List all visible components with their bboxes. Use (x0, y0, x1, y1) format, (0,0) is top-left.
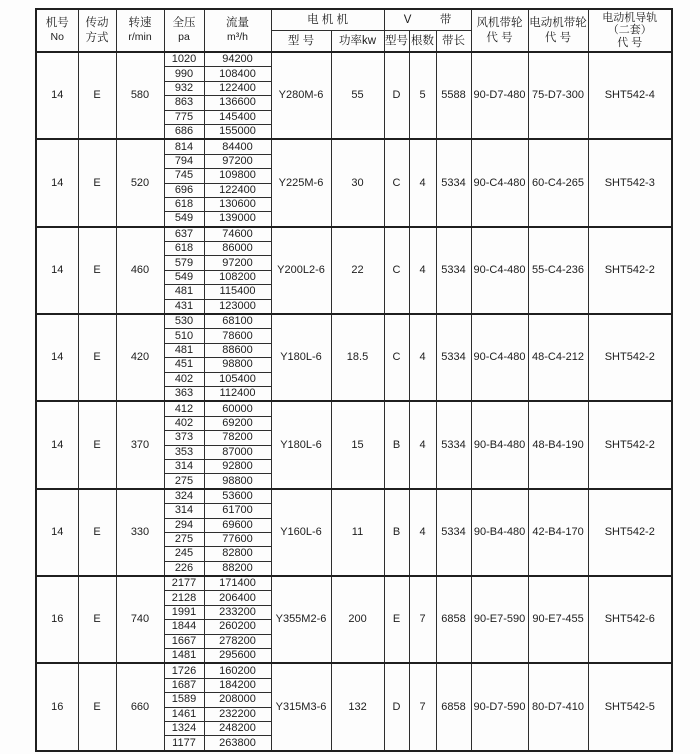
col-header-machine-no-cn: 机号 (45, 17, 69, 30)
cell-flow: 171400 (204, 576, 271, 591)
cell-belt-length: 5334 (436, 401, 471, 488)
cell-fan-pulley: 90-C4-480 (471, 314, 528, 401)
cell-pressure: 1991 (164, 605, 204, 619)
cell-belt-model: E (384, 576, 409, 663)
cell-pressure: 294 (164, 518, 204, 532)
cell-belt-model: C (384, 314, 409, 401)
cell-flow: 232200 (204, 707, 271, 721)
cell-belt-length: 5334 (436, 227, 471, 314)
cell-pressure: 226 (164, 561, 204, 576)
cell-pressure: 549 (164, 212, 204, 227)
col-header-speed-cn: 转速 (128, 17, 152, 30)
cell-flow: 123000 (204, 299, 271, 314)
cell-flow: 278200 (204, 634, 271, 648)
cell-motor-model: Y355M2-6 (271, 576, 331, 663)
cell-drive-mode: E (78, 401, 116, 488)
cell-motor-pulley: 42-B4-170 (528, 489, 588, 576)
cell-motor-model: Y180L-6 (271, 401, 331, 488)
cell-pressure: 353 (164, 445, 204, 459)
col-header-vbelt-length: 带长 (436, 31, 471, 53)
cell-pressure: 451 (164, 358, 204, 372)
cell-pressure: 412 (164, 401, 204, 416)
col-header-motor-rail-line1: 电动机导轨 (602, 11, 658, 24)
col-header-speed-unit: r/min (128, 31, 152, 44)
table-body (36, 52, 672, 751)
cell-flow: 53600 (204, 489, 271, 504)
cell-motor-pulley: 48-C4-212 (528, 314, 588, 401)
cell-flow: 68100 (204, 314, 271, 329)
cell-flow: 98800 (204, 358, 271, 372)
cell-belt-model: B (384, 401, 409, 488)
cell-pressure: 1667 (164, 634, 204, 648)
cell-motor-pulley: 75-D7-300 (528, 52, 588, 139)
cell-speed: 580 (116, 52, 164, 139)
cell-motor-model: Y280M-6 (271, 52, 331, 139)
cell-pressure: 618 (164, 242, 204, 256)
col-header-motor-rail (588, 9, 672, 52)
cell-speed: 740 (116, 576, 164, 663)
cell-flow: 92800 (204, 459, 271, 473)
cell-belt-count: 4 (409, 489, 436, 576)
cell-motor-power: 132 (331, 663, 384, 750)
cell-rail: SHT542-2 (588, 227, 672, 314)
cell-pressure: 431 (164, 299, 204, 314)
cell-pressure: 814 (164, 139, 204, 154)
cell-fan-pulley: 90-B4-480 (471, 489, 528, 576)
cell-flow: 112400 (204, 386, 271, 401)
cell-flow: 136600 (204, 96, 271, 110)
cell-flow: 139000 (204, 212, 271, 227)
col-header-pressure-unit: pa (178, 31, 190, 44)
cell-belt-length: 6858 (436, 663, 471, 750)
col-header-fan-pulley-line2: 代 号 (486, 31, 513, 44)
cell-pressure: 363 (164, 386, 204, 401)
col-header-vbelt-count: 根数 (409, 31, 436, 53)
col-header-vbelt-model: 型号 (384, 31, 409, 53)
cell-flow: 130600 (204, 197, 271, 211)
cell-motor-model: Y160L-6 (271, 489, 331, 576)
cell-belt-length: 5334 (436, 139, 471, 226)
cell-pressure: 324 (164, 489, 204, 504)
cell-pressure: 932 (164, 81, 204, 95)
cell-pressure: 1020 (164, 52, 204, 67)
cell-speed: 460 (116, 227, 164, 314)
cell-fan-pulley: 90-B4-480 (471, 401, 528, 488)
cell-motor-pulley: 55-C4-236 (528, 227, 588, 314)
cell-flow: 86000 (204, 242, 271, 256)
cell-pressure: 794 (164, 154, 204, 168)
cell-pressure: 530 (164, 314, 204, 329)
cell-flow: 109800 (204, 169, 271, 183)
cell-machine-no: 16 (36, 663, 78, 750)
cell-speed: 520 (116, 139, 164, 226)
cell-machine-no: 14 (36, 314, 78, 401)
cell-rail: SHT542-6 (588, 576, 672, 663)
cell-flow: 122400 (204, 81, 271, 95)
table-row (36, 401, 672, 416)
cell-pressure: 402 (164, 416, 204, 430)
cell-motor-power: 30 (331, 139, 384, 226)
cell-pressure: 275 (164, 532, 204, 546)
table-row (36, 227, 672, 242)
cell-rail: SHT542-2 (588, 489, 672, 576)
cell-drive-mode: E (78, 314, 116, 401)
table-row (36, 576, 672, 591)
cell-drive-mode: E (78, 139, 116, 226)
cell-flow: 69200 (204, 416, 271, 430)
cell-flow: 98800 (204, 474, 271, 489)
cell-belt-count: 7 (409, 663, 436, 750)
col-header-flow-unit: m³/h (227, 31, 248, 44)
cell-flow: 108400 (204, 67, 271, 81)
cell-machine-no: 14 (36, 227, 78, 314)
cell-motor-pulley: 48-B4-190 (528, 401, 588, 488)
cell-belt-count: 4 (409, 401, 436, 488)
cell-rail: SHT542-2 (588, 401, 672, 488)
table-row (36, 314, 672, 329)
col-header-motor-pulley-line1: 电动机带轮 (529, 16, 587, 29)
cell-motor-power: 15 (331, 401, 384, 488)
cell-pressure: 402 (164, 372, 204, 386)
cell-belt-model: B (384, 489, 409, 576)
col-header-drive-mode (78, 9, 116, 52)
cell-flow: 233200 (204, 605, 271, 619)
cell-motor-power: 11 (331, 489, 384, 576)
cell-pressure: 481 (164, 343, 204, 357)
cell-speed: 370 (116, 401, 164, 488)
cell-motor-model: Y200L2-6 (271, 227, 331, 314)
cell-rail: SHT542-5 (588, 663, 672, 750)
table-row (36, 52, 672, 67)
cell-belt-model: C (384, 227, 409, 314)
cell-belt-length: 5334 (436, 314, 471, 401)
cell-rail: SHT542-2 (588, 314, 672, 401)
cell-pressure: 990 (164, 67, 204, 81)
cell-machine-no: 14 (36, 401, 78, 488)
col-header-pressure-cn: 全压 (172, 17, 196, 30)
cell-flow: 88200 (204, 561, 271, 576)
cell-fan-pulley: 90-E7-590 (471, 576, 528, 663)
cell-pressure: 373 (164, 431, 204, 445)
cell-flow: 108200 (204, 270, 271, 284)
cell-flow: 74600 (204, 227, 271, 242)
cell-machine-no: 14 (36, 52, 78, 139)
cell-drive-mode: E (78, 227, 116, 314)
col-header-drive-line1: 传动 (85, 16, 109, 29)
cell-pressure: 245 (164, 547, 204, 561)
col-header-pressure (164, 9, 204, 52)
cell-flow: 88600 (204, 343, 271, 357)
cell-motor-model: Y180L-6 (271, 314, 331, 401)
group-header-vbelt: V 带 (384, 9, 471, 31)
cell-pressure: 510 (164, 329, 204, 343)
cell-belt-count: 5 (409, 52, 436, 139)
cell-drive-mode: E (78, 489, 116, 576)
cell-machine-no: 14 (36, 139, 78, 226)
cell-motor-power: 200 (331, 576, 384, 663)
cell-drive-mode: E (78, 52, 116, 139)
cell-flow: 94200 (204, 52, 271, 67)
col-header-motor-power: 功率kw (331, 31, 384, 53)
cell-belt-model: D (384, 663, 409, 750)
col-header-speed (116, 9, 164, 52)
cell-belt-length: 5334 (436, 489, 471, 576)
cell-fan-pulley: 90-C4-480 (471, 227, 528, 314)
col-header-drive-line2: 方式 (85, 31, 109, 44)
table-row (36, 489, 672, 504)
cell-pressure: 863 (164, 96, 204, 110)
cell-belt-count: 4 (409, 139, 436, 226)
cell-belt-length: 5588 (436, 52, 471, 139)
cell-pressure: 1177 (164, 736, 204, 751)
cell-pressure: 686 (164, 124, 204, 139)
cell-belt-count: 4 (409, 314, 436, 401)
cell-pressure: 2177 (164, 576, 204, 591)
cell-pressure: 745 (164, 169, 204, 183)
cell-pressure: 1687 (164, 678, 204, 692)
cell-pressure: 579 (164, 256, 204, 270)
cell-flow: 208000 (204, 693, 271, 707)
cell-flow: 78600 (204, 329, 271, 343)
col-header-motor-pulley (528, 9, 588, 52)
cell-drive-mode: E (78, 663, 116, 750)
table-header (36, 9, 672, 52)
cell-speed: 420 (116, 314, 164, 401)
cell-flow: 60000 (204, 401, 271, 416)
col-header-flow-cn: 流量 (226, 17, 249, 30)
cell-motor-pulley: 90-E7-455 (528, 576, 588, 663)
cell-pressure: 549 (164, 270, 204, 284)
cell-flow: 155000 (204, 124, 271, 139)
cell-flow: 115400 (204, 285, 271, 299)
cell-motor-power: 18.5 (331, 314, 384, 401)
cell-pressure: 481 (164, 285, 204, 299)
col-header-fan-pulley-line1: 风机带轮 (476, 16, 523, 29)
cell-flow: 248200 (204, 721, 271, 735)
cell-flow: 206400 (204, 591, 271, 605)
cell-flow: 263800 (204, 736, 271, 751)
cell-pressure: 637 (164, 227, 204, 242)
cell-motor-power: 22 (331, 227, 384, 314)
col-header-motor-rail-line2: （二套） (607, 24, 652, 37)
cell-rail: SHT542-4 (588, 52, 672, 139)
cell-flow: 77600 (204, 532, 271, 546)
col-header-machine-no (36, 9, 78, 52)
cell-belt-length: 6858 (436, 576, 471, 663)
cell-speed: 660 (116, 663, 164, 750)
cell-pressure: 314 (164, 459, 204, 473)
cell-flow: 105400 (204, 372, 271, 386)
cell-pressure: 1481 (164, 649, 204, 664)
cell-drive-mode: E (78, 576, 116, 663)
col-header-motor-model: 型 号 (271, 31, 331, 53)
col-header-fan-pulley (471, 9, 528, 52)
fan-motor-spec-table (35, 8, 673, 752)
cell-pressure: 618 (164, 197, 204, 211)
cell-flow: 184200 (204, 678, 271, 692)
cell-flow: 82800 (204, 547, 271, 561)
group-header-motor: 电 机 机 (271, 9, 384, 31)
cell-motor-model: Y315M3-6 (271, 663, 331, 750)
cell-flow: 97200 (204, 154, 271, 168)
cell-motor-pulley: 80-D7-410 (528, 663, 588, 750)
cell-flow: 61700 (204, 504, 271, 518)
cell-pressure: 2128 (164, 591, 204, 605)
cell-pressure: 1726 (164, 663, 204, 678)
cell-flow: 122400 (204, 183, 271, 197)
cell-pressure: 275 (164, 474, 204, 489)
cell-pressure: 314 (164, 504, 204, 518)
cell-fan-pulley: 90-D7-590 (471, 663, 528, 750)
cell-flow: 145400 (204, 110, 271, 124)
cell-motor-pulley: 60-C4-265 (528, 139, 588, 226)
cell-rail: SHT542-3 (588, 139, 672, 226)
cell-pressure: 696 (164, 183, 204, 197)
cell-belt-model: C (384, 139, 409, 226)
col-header-motor-rail-line3: 代 号 (617, 36, 643, 49)
cell-pressure: 1461 (164, 707, 204, 721)
col-header-flow (204, 9, 271, 52)
cell-machine-no: 16 (36, 576, 78, 663)
cell-speed: 330 (116, 489, 164, 576)
cell-flow: 87000 (204, 445, 271, 459)
cell-belt-count: 4 (409, 227, 436, 314)
cell-pressure: 775 (164, 110, 204, 124)
cell-motor-power: 55 (331, 52, 384, 139)
cell-pressure: 1324 (164, 721, 204, 735)
cell-machine-no: 14 (36, 489, 78, 576)
col-header-machine-no-unit: No (50, 31, 64, 44)
table-row (36, 139, 672, 154)
cell-flow: 97200 (204, 256, 271, 270)
cell-flow: 84400 (204, 139, 271, 154)
cell-belt-count: 7 (409, 576, 436, 663)
cell-flow: 295600 (204, 649, 271, 664)
cell-belt-model: D (384, 52, 409, 139)
cell-flow: 260200 (204, 620, 271, 634)
cell-flow: 78200 (204, 431, 271, 445)
cell-flow: 69600 (204, 518, 271, 532)
cell-motor-model: Y225M-6 (271, 139, 331, 226)
col-header-motor-pulley-line2: 代 号 (544, 31, 572, 44)
cell-flow: 160200 (204, 663, 271, 678)
table-row (36, 663, 672, 678)
header-row-groups (36, 9, 672, 31)
cell-pressure: 1589 (164, 693, 204, 707)
cell-fan-pulley: 90-C4-480 (471, 139, 528, 226)
cell-fan-pulley: 90-D7-480 (471, 52, 528, 139)
cell-pressure: 1844 (164, 620, 204, 634)
